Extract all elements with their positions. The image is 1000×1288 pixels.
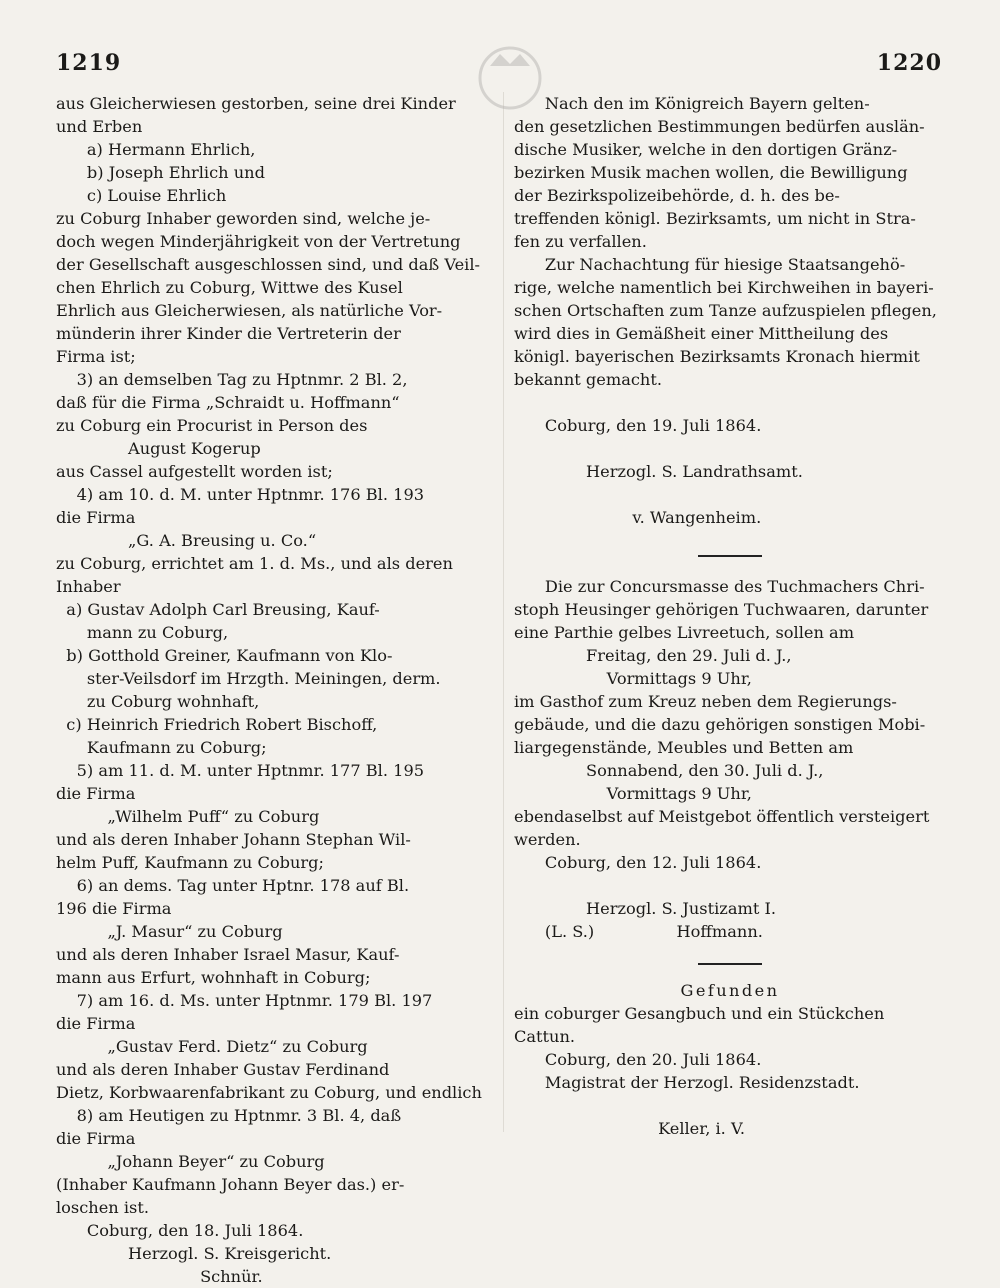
- text-line: Vormittags 9 Uhr,: [514, 669, 752, 688]
- text-line: Sonnabend, den 30. Juli d. J.,: [514, 761, 824, 780]
- text-line: Inhaber: [56, 577, 121, 596]
- text-line: Ehrlich aus Gleicherwiesen, als natürliche Vor-: [56, 301, 443, 320]
- text-line: schen Ortschaften zum Tanze aufzuspielen pflegen,: [514, 301, 937, 320]
- text-line: liargegenstände, Meubles und Betten am: [514, 738, 854, 757]
- text-line: aus Cassel aufgestellt worden ist;: [56, 462, 333, 481]
- text-line: mann aus Erfurt, wohnhaft in Coburg;: [56, 968, 371, 987]
- text-line: c) Louise Ehrlich: [56, 186, 227, 205]
- text-line: „Johann Beyer“ zu Coburg: [56, 1152, 325, 1171]
- text-line: loschen ist.: [56, 1198, 150, 1217]
- section-rule-1: [698, 555, 762, 557]
- text-line: Nach den im Königreich Bayern gelten-: [514, 94, 870, 113]
- text-line: die Firma: [56, 1014, 136, 1033]
- notice-found: [514, 979, 946, 1140]
- text-line: [514, 483, 946, 506]
- text-line: zu Coburg ein Procurist in Person des: [56, 416, 368, 435]
- text-line: 3) an demselben Tag zu Hptnmr. 2 Bl. 2,: [56, 370, 408, 389]
- text-line: Die zur Concursmasse des Tuchmachers Chri-: [514, 577, 925, 596]
- text-line: „J. Masur“ zu Coburg: [56, 922, 283, 941]
- text-line: Herzogl. S. Landrathsamt.: [514, 462, 803, 481]
- text-line: „Wilhelm Puff“ zu Coburg: [56, 807, 320, 826]
- text-line: die Firma: [56, 508, 136, 527]
- text-line: ein coburger Gesangbuch und ein Stückchen Cattun.: [514, 1004, 890, 1046]
- text-line: a) Gustav Adolph Carl Breusing, Kauf-: [56, 600, 380, 619]
- text-line: a) Hermann Ehrlich,: [56, 140, 256, 159]
- text-line: (L. S.) Hoffmann.: [514, 922, 763, 941]
- text-line: doch wegen Minderjährigkeit von der Vertretung: [56, 232, 461, 251]
- text-line: aus Gleicherwiesen gestorben, seine drei Kinder: [56, 94, 456, 113]
- text-line: 5) am 11. d. M. unter Hptnmr. 177 Bl. 195: [56, 761, 425, 780]
- text-line: 6) an dems. Tag unter Hptnr. 178 auf Bl.: [56, 876, 410, 895]
- text-line: (Inhaber Kaufmann Johann Beyer das.) er-: [56, 1175, 405, 1194]
- text-line: Vormittags 9 Uhr,: [514, 784, 752, 803]
- text-line: „Gustav Ferd. Dietz“ zu Coburg: [56, 1037, 368, 1056]
- text-line: Herzogl. S. Justizamt I.: [514, 899, 777, 918]
- text-line: bezirken Musik machen wollen, die Bewilligung: [514, 163, 908, 182]
- text-line: eine Parthie gelbes Livreetuch, sollen am: [514, 623, 855, 642]
- text-line: und als deren Inhaber Israel Masur, Kauf-: [56, 945, 400, 964]
- text-line: 7) am 16. d. Ms. unter Hptnmr. 179 Bl. 197: [56, 991, 433, 1010]
- text-line: die Firma: [56, 784, 136, 803]
- text-line: v. Wangenheim.: [514, 508, 762, 527]
- text-line: Dietz, Korbwaarenfabrikant zu Coburg, und endlich: [56, 1083, 482, 1102]
- text-line: [514, 874, 946, 897]
- text-line: 8) am Heutigen zu Hptnmr. 3 Bl. 4, daß: [56, 1106, 402, 1125]
- text-line: treffenden königl. Bezirksamts, um nicht in Stra-: [514, 209, 916, 228]
- text-line: Herzogl. S. Kreisgericht.: [56, 1244, 332, 1263]
- text-line: und Erben: [56, 117, 143, 136]
- text-line: münderin ihrer Kinder die Vertreterin der: [56, 324, 401, 343]
- text-line: wird dies in Gemäßheit einer Mittheilung des: [514, 324, 889, 343]
- text-line: helm Puff, Kaufmann zu Coburg;: [56, 853, 324, 872]
- column-divider: [503, 92, 504, 1132]
- text-line: zu Coburg wohnhaft,: [56, 692, 260, 711]
- text-line: Firma ist;: [56, 347, 136, 366]
- text-line: ebendaselbst auf Meistgebot öffentlich versteigert: [514, 807, 930, 826]
- text-line: daß für die Firma „Schraidt u. Hoffmann“: [56, 393, 400, 412]
- text-line: 196 die Firma: [56, 899, 172, 918]
- text-line: „G. A. Breusing u. Co.“: [56, 531, 317, 550]
- text-line: gebäude, und die dazu gehörigen sonstigen Mobi-: [514, 715, 926, 734]
- text-line: August Kogerup: [56, 439, 261, 458]
- text-line: zu Coburg Inhaber geworden sind, welche je-: [56, 209, 431, 228]
- text-line: Kaufmann zu Coburg;: [56, 738, 267, 757]
- text-line: werden.: [514, 830, 581, 849]
- text-line: fen zu verfallen.: [514, 232, 647, 251]
- text-line: königl. bayerischen Bezirksamts Kronach hiermit: [514, 347, 920, 366]
- notice-auction: [514, 575, 946, 943]
- text-line: Coburg, den 20. Juli 1864.: [514, 1050, 762, 1069]
- text-line: ster-Veilsdorf im Hrzgth. Meiningen, derm.: [56, 669, 441, 688]
- text-line: und als deren Inhaber Johann Stephan Wil-: [56, 830, 411, 849]
- text-line: Zur Nachachtung für hiesige Staatsangehö-: [514, 255, 906, 274]
- text-line: chen Ehrlich zu Coburg, Wittwe des Kusel: [56, 278, 403, 297]
- text-line: Coburg, den 19. Juli 1864.: [514, 416, 762, 435]
- text-line: der Bezirkspolizeibehörde, d. h. des be-: [514, 186, 840, 205]
- right-column: [514, 92, 946, 1140]
- text-line: [514, 437, 946, 460]
- text-line: Coburg, den 12. Juli 1864.: [514, 853, 762, 872]
- text-line: mann zu Coburg,: [56, 623, 229, 642]
- text-line: Schnür.: [56, 1267, 263, 1286]
- text-line: der Gesellschaft ausgeschlossen sind, und daß Veil-: [56, 255, 480, 274]
- page-number-right: 1220: [876, 50, 942, 76]
- text-line: Keller, i. V.: [514, 1119, 745, 1138]
- page-number-left: 1219: [56, 50, 122, 76]
- text-line: Magistrat der Herzogl. Residenzstadt.: [514, 1073, 860, 1092]
- text-line: im Gasthof zum Kreuz neben dem Regierungs-: [514, 692, 897, 711]
- text-line: Gefunden: [680, 981, 780, 1000]
- text-line: [514, 1094, 946, 1117]
- text-line: und als deren Inhaber Gustav Ferdinand: [56, 1060, 390, 1079]
- text-line: stoph Heusinger gehörigen Tuchwaaren, darunter: [514, 600, 929, 619]
- text-line: c) Heinrich Friedrich Robert Bischoff,: [56, 715, 378, 734]
- section-rule-2: [698, 963, 762, 965]
- text-line: den gesetzlichen Bestimmungen bedürfen auslän-: [514, 117, 925, 136]
- text-line: dische Musiker, welche in den dortigen Gränz-: [514, 140, 898, 159]
- left-column: [56, 92, 488, 1288]
- text-line: b) Joseph Ehrlich und: [56, 163, 265, 182]
- text-line: rige, welche namentlich bei Kirchweihen in bayeri-: [514, 278, 934, 297]
- text-line: [514, 391, 946, 414]
- text-line: bekannt gemacht.: [514, 370, 662, 389]
- text-line: Freitag, den 29. Juli d. J.,: [514, 646, 792, 665]
- text-line: zu Coburg, errichtet am 1. d. Ms., und als deren: [56, 554, 453, 573]
- notice-bavaria: [514, 92, 946, 529]
- text-line: 4) am 10. d. M. unter Hptnmr. 176 Bl. 193: [56, 485, 425, 504]
- text-line: die Firma: [56, 1129, 136, 1148]
- text-line: Coburg, den 18. Juli 1864.: [56, 1221, 304, 1240]
- text-line: b) Gotthold Greiner, Kaufmann von Klo-: [56, 646, 393, 665]
